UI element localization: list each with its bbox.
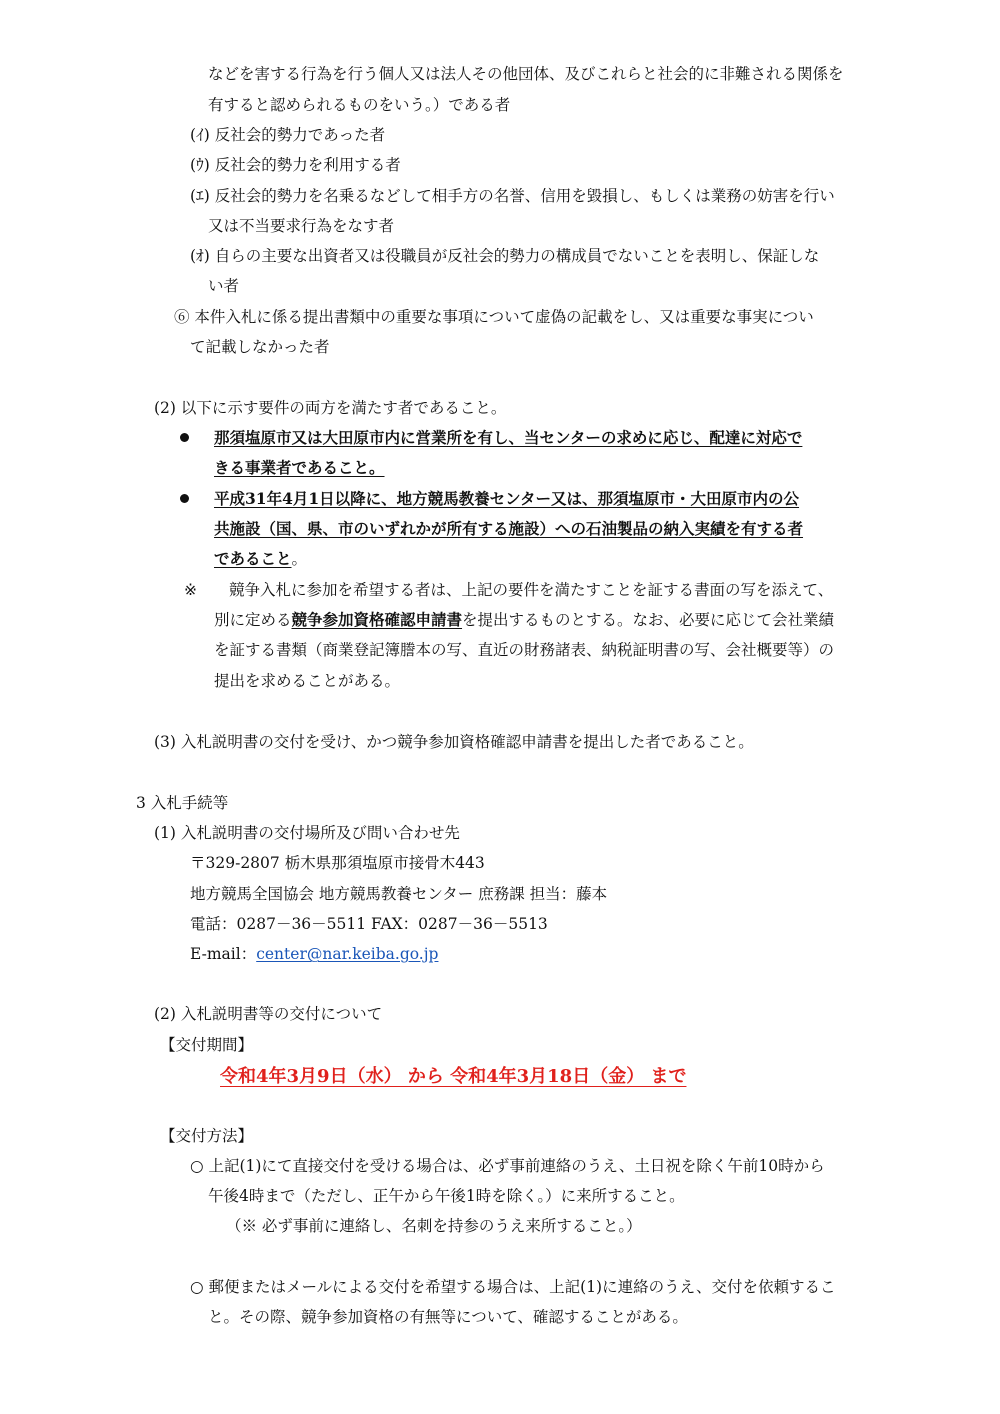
section-heading: (2) 以下に示す要件の両方を満たす者であること。: [154, 399, 507, 417]
text-line: などを害する行為を行う個人又は法人その他団体、及びこれらと社会的に非難される関係を: [208, 65, 844, 83]
contact-phone: 電話：0287－36－5511 FAX：0287－36－5513: [190, 915, 548, 933]
bullet-icon: [180, 433, 189, 442]
subsection-title: (1) 入札説明書の交付場所及び問い合わせ先: [154, 824, 460, 842]
list-item: ⑥ 本件入札に係る提出書類中の重要な事項について虚偽の記載をし、又は重要な事実につい: [174, 308, 814, 326]
bullet-icon: [180, 494, 189, 503]
note-text: [214, 608, 834, 632]
text-line: 又は不当要求行為をなす者: [208, 217, 395, 235]
list-item: (ｲ) 反社会的勢力であった者: [190, 126, 386, 144]
note-text-part: 別に定める: [214, 611, 292, 629]
list-item: (ｴ) 反社会的勢力を名乗るなどして相手方の名誉、信用を毀損し、もしくは業務の妨害を行い: [190, 187, 835, 205]
note-text: を証する書類（商業登記簿謄本の写、直近の財務諸表、納税証明書の写、会社概要等）の: [214, 641, 835, 659]
period-label: 【交付期間】: [160, 1036, 254, 1054]
distribution-period: 令和4年3月9日（水） から 令和4年3月18日（金） まで: [220, 1066, 687, 1087]
note-text-part: を提出するものとする。なお、必要に応じて会社業績: [462, 611, 835, 629]
text-line: い者: [208, 277, 240, 295]
application-form-name: 競争参加資格確認申請書: [291, 610, 463, 629]
method-item: ○ 上記(1)にて直接交付を受ける場合は、必ず事前連絡のうえ、土日祝を除く午前10時から: [190, 1157, 825, 1175]
note-text: 提出を求めることがある。: [214, 672, 401, 690]
method-item-cont: と。その際、競争参加資格の有無等について、確認することがある。: [208, 1308, 688, 1326]
requirement-text: 共施設（国、県、市のいずれかが所有する施設）への石油製品の納入実績を有する者: [214, 519, 804, 538]
email-label: E-mail：: [190, 945, 257, 963]
text-line: て記載しなかった者: [190, 338, 330, 356]
requirement-text: [214, 547, 307, 571]
method-note: （※ 必ず事前に連絡し、名刺を持参のうえ来所すること。）: [226, 1217, 642, 1235]
text-line: 有すると認められるものをいう。）である者: [208, 96, 511, 114]
section-title: 3 入札手続等: [136, 794, 229, 812]
section-heading: (3) 入札説明書の交付を受け、かつ競争参加資格確認申請書を提出した者であること。: [154, 733, 754, 751]
requirement-text: 平成31年4月1日以降に、地方競馬教養センター又は、那須塩原市・大田原市内の公: [214, 489, 800, 508]
list-item: (ｵ) 自らの主要な出資者又は役職員が反社会的勢力の構成員でないことを表明し、保証しな: [190, 247, 820, 265]
contact-email: [190, 942, 438, 966]
requirement-text: きる事業者であること。: [214, 458, 385, 477]
list-item: (ｳ) 反社会的勢力を利用する者: [190, 156, 401, 174]
method-label: 【交付方法】: [160, 1127, 254, 1145]
email-link[interactable]: center@nar.keiba.go.jp: [256, 945, 439, 963]
requirement-text: 那須塩原市又は大田原市内に営業所を有し、当センターの求めに応じ、配達に対応で: [214, 428, 803, 447]
organization: 地方競馬全国協会 地方競馬教養センター 庶務課 担当：藤本: [190, 885, 608, 903]
note-mark: ※: [184, 581, 197, 599]
period-mark: 。: [291, 550, 308, 568]
method-item: ○ 郵便またはメールによる交付を希望する場合は、上記(1)に連絡のうえ、交付を依頼するこ: [190, 1278, 836, 1296]
subsection-title: (2) 入札説明書等の交付について: [154, 1005, 383, 1023]
note-text: 競争入札に参加を希望する者は、上記の要件を満たすことを証する書面の写を添えて、: [229, 581, 834, 599]
address: 〒329-2807 栃木県那須塩原市接骨木443: [190, 854, 485, 872]
method-item-cont: 午後4時まで（ただし、正午から午後1時を除く。）に来所すること。: [208, 1187, 685, 1205]
requirement-text-end: であること: [214, 549, 292, 568]
